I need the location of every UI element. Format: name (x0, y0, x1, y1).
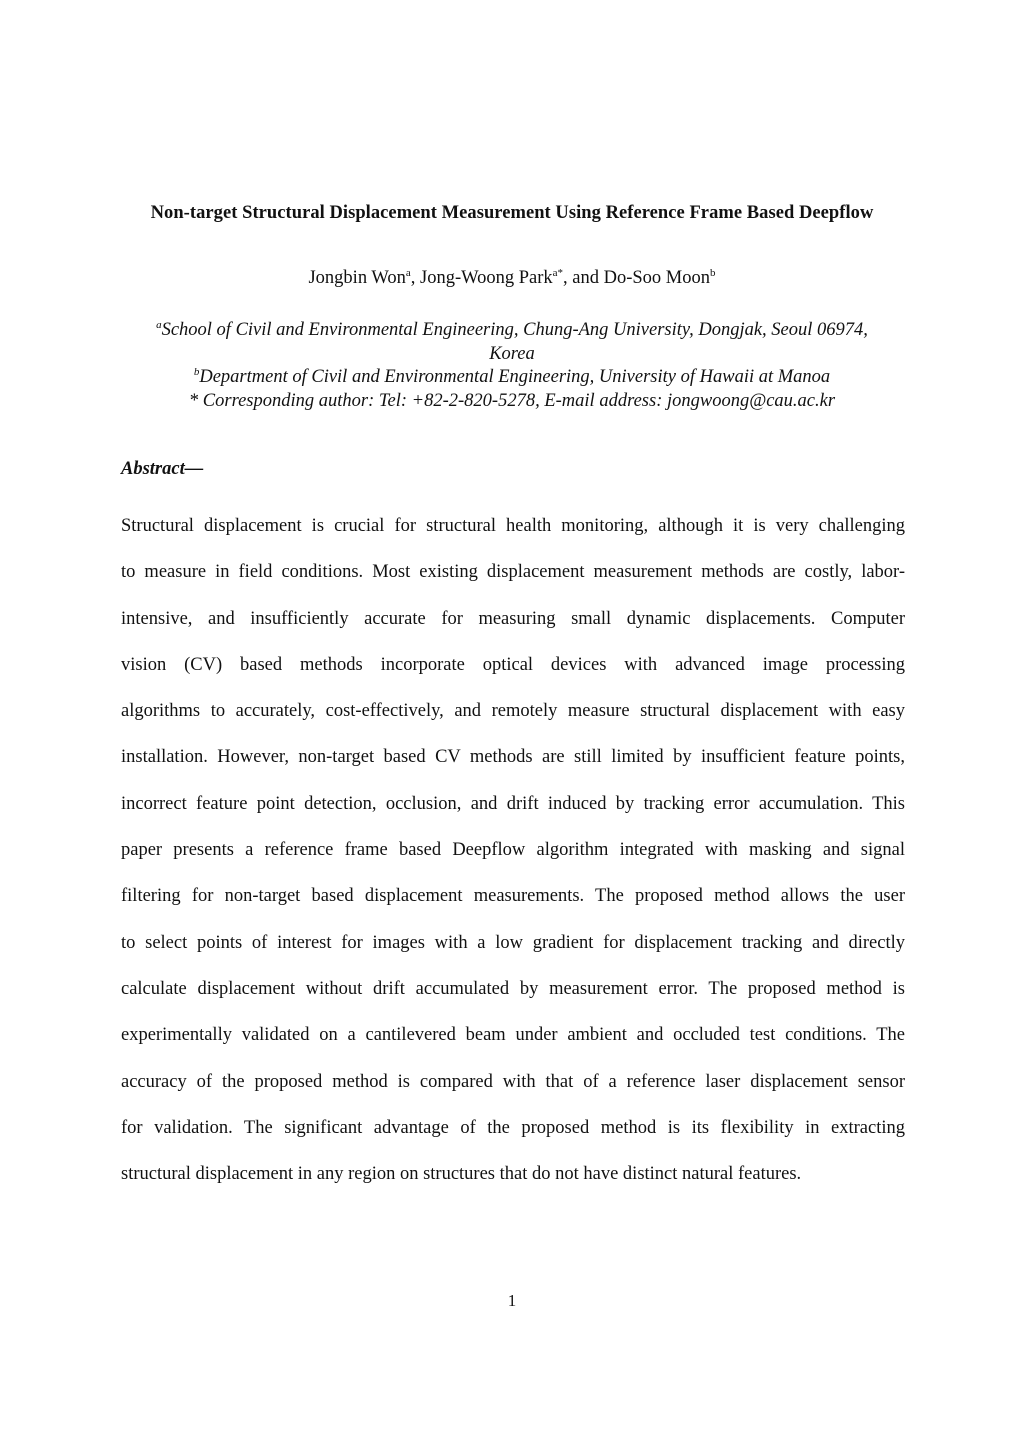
abstract-line: calculate displacement without drift accumulated by measurement error. The proposed method is (121, 978, 905, 999)
abstract-line: algorithms to accurately, cost-effectively, and remotely measure structural displacement with easy (121, 701, 905, 722)
abstract-line: to measure in field conditions. Most existing displacement measurement methods are costly, labor- (121, 562, 905, 583)
affiliation-mark: b (193, 366, 200, 378)
abstract-line: to select points of interest for images with a low gradient for displacement tracking and directly (121, 932, 905, 953)
abstract-line: intensive, and insufficiently accurate for measuring small dynamic displacements. Computer (121, 608, 905, 629)
affiliation-text: School of Civil and Environmental Engineering, Chung-Ang University, Dongjak, Seoul 06974, (161, 320, 868, 340)
author-affiliation-mark: a* (552, 267, 564, 279)
author-affiliation-mark: b (710, 267, 716, 279)
corresponding-author: * Corresponding author: Tel: +82-2-820-5278, E-mail address: jongwoong@cau.ac.kr (188, 390, 836, 411)
author-separator: , and (563, 268, 604, 288)
abstract-line: experimentally validated on a cantilevered beam under ambient and occluded test conditions. The (121, 1025, 905, 1046)
abstract-line: paper presents a reference frame based Deepflow algorithm integrated with masking and signal (121, 840, 905, 861)
abstract-body (121, 503, 905, 1197)
abstract-line: installation. However, non-target based CV methods are still limited by insufficient feature points, (121, 747, 905, 768)
affiliation-b (110, 366, 914, 390)
author-name: Do-Soo Moon (603, 268, 711, 288)
author-affiliation-mark: a (405, 267, 411, 279)
abstract-line: incorrect feature point detection, occlusion, and drift induced by tracking error accumulation. This (121, 793, 905, 814)
author-separator: , (410, 268, 420, 288)
affiliation-a-continued: Korea (489, 343, 535, 364)
affiliation-a (110, 319, 914, 343)
affiliation-text: Department of Civil and Environmental Engineering, University of Hawaii at Manoa (199, 367, 831, 387)
abstract-line: for validation. The significant advantage of the proposed method is its flexibility in extracting (121, 1117, 905, 1138)
page-number: 1 (507, 1291, 517, 1310)
abstract-line: structural displacement in any region on structures that do not have distinct natural features. (121, 1164, 802, 1185)
paper-title: Non-target Structural Displacement Measurement Using Reference Frame Based Deepflow (150, 203, 874, 223)
affiliation-mark: a (156, 319, 162, 331)
affiliation-block (110, 319, 914, 413)
author-name: Jong-Woong Park (420, 268, 553, 288)
abstract-line: accuracy of the proposed method is compared with that of a reference laser displacement sensor (121, 1071, 905, 1092)
abstract-line: Structural displacement is crucial for structural health monitoring, although it is very challenging (121, 516, 905, 536)
author-list (0, 268, 1024, 289)
author-name: Jongbin Won (308, 268, 406, 288)
abstract-line: vision (CV) based methods incorporate optical devices with advanced image processing (121, 654, 905, 675)
abstract-line: filtering for non-target based displacement measurements. The proposed method allows the user (121, 886, 905, 907)
abstract-heading: Abstract— (121, 459, 204, 479)
